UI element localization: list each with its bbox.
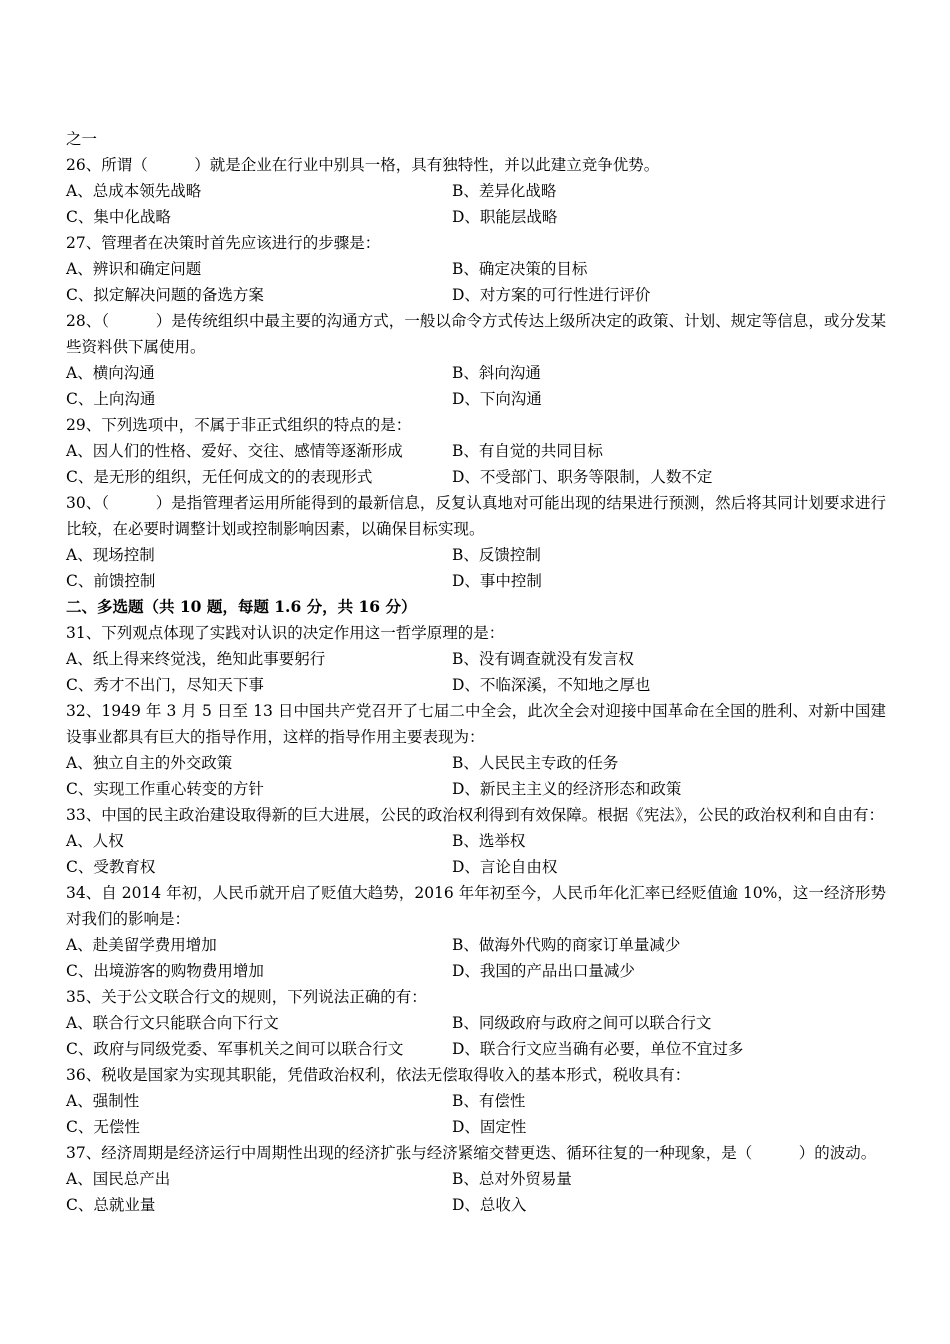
option-a: A、人权 [66,832,124,850]
option-d: D、对方案的可行性进行评价 [452,286,651,304]
question-29 [66,412,886,490]
option-c: C、拟定解决问题的备选方案 [66,286,264,304]
continuation-text: 之一 [66,130,98,148]
question-26 [66,152,886,230]
question-stem: 35、关于公文联合行文的规则，下列说法正确的有： [66,988,427,1006]
option-b: B、斜向沟通 [452,364,541,382]
question-28 [66,308,886,412]
question-33 [66,802,886,880]
option-c: C、上向沟通 [66,390,156,408]
option-b: B、人民民主专政的任务 [452,754,619,772]
question-31 [66,620,886,698]
option-b: B、同级政府与政府之间可以联合行文 [452,1014,712,1032]
option-a: A、独立自主的外交政策 [66,754,233,772]
option-a: A、横向沟通 [66,364,155,382]
question-30 [66,490,886,594]
option-c: C、总就业量 [66,1196,156,1214]
question-stem: 29、下列选项中，不属于非正式组织的特点的是： [66,416,412,434]
option-d: D、新民主主义的经济形态和政策 [452,780,682,798]
option-c: C、集中化战略 [66,208,171,226]
option-b: B、选举权 [452,832,526,850]
option-d: D、总收入 [452,1196,527,1214]
option-c: C、受教育权 [66,858,156,876]
option-d: D、固定性 [452,1118,527,1136]
question-34 [66,880,886,984]
option-a: A、强制性 [66,1092,140,1110]
question-stem: 28、（ ）是传统组织中最主要的沟通方式，一般以命令方式传达上级所决定的政策、计划、规定等信息，或分发某些资料供下属使用。 [66,312,886,356]
option-b: B、确定决策的目标 [452,260,588,278]
question-36 [66,1062,886,1140]
option-d: D、不临深溪，不知地之厚也 [452,676,651,694]
option-d: D、职能层战略 [452,208,558,226]
option-c: C、政府与同级党委、军事机关之间可以联合行文 [66,1040,404,1058]
question-stem: 37、经济周期是经济运行中周期性出现的经济扩张与经济紧缩交替更迭、循环往复的一种现象，是（ ）的波动。 [66,1144,877,1162]
option-d: D、下向沟通 [452,390,542,408]
option-c: C、实现工作重心转变的方针 [66,780,264,798]
option-a: A、赴美留学费用增加 [66,936,217,954]
option-d: D、言论自由权 [452,858,558,876]
option-d: D、联合行文应当确有必要，单位不宜过多 [452,1040,744,1058]
question-32 [66,698,886,802]
question-stem: 31、下列观点体现了实践对认识的决定作用这一哲学原理的是： [66,624,505,642]
option-d: D、我国的产品出口量减少 [452,962,635,980]
option-b: B、有自觉的共同目标 [452,442,603,460]
question-stem: 30、（ ）是指管理者运用所能得到的最新信息，反复认真地对可能出现的结果进行预测，然后将其同计划要求进行比较，在必要时调整计划或控制影响因素，以确保目标实现。 [66,494,886,538]
option-b: B、做海外代购的商家订单量减少 [452,936,681,954]
option-c: C、出境游客的购物费用增加 [66,962,264,980]
option-b: B、差异化战略 [452,182,557,200]
option-a: A、辨识和确定问题 [66,260,202,278]
section-title: 二、多选题（共 10 题，每题 1.6 分，共 16 分） [66,597,417,616]
question-stem: 34、自 2014 年初，人民币就开启了贬值大趋势，2016 年年初至今，人民币年化汇率已经贬值逾 10%，这一经济形势对我们的影响是： [66,884,886,928]
question-stem: 36、税收是国家为实现其职能，凭借政治权利，依法无偿取得收入的基本形式，税收具有： [66,1066,691,1084]
option-b: B、有偿性 [452,1092,526,1110]
option-d: D、事中控制 [452,572,542,590]
option-c: C、是无形的组织，无任何成文的的表现形式 [66,468,373,486]
question-stem: 32、1949 年 3 月 5 日至 13 日中国共产党召开了七届二中全会，此次全会对迎接中国革命在全国的胜利、对新中国建设事业都具有巨大的指导作用，这样的指导作用主要表现为： [66,702,886,746]
option-a: A、国民总产出 [66,1170,171,1188]
option-d: D、不受部门、职务等限制，人数不定 [452,468,713,486]
question-35 [66,984,886,1062]
question-stem: 27、管理者在决策时首先应该进行的步骤是： [66,234,381,252]
question-37 [66,1140,886,1218]
option-a: A、纸上得来终觉浅，绝知此事要躬行 [66,650,326,668]
option-b: B、反馈控制 [452,546,541,564]
option-a: A、现场控制 [66,546,155,564]
question-27 [66,230,886,308]
exam-page [66,126,886,1218]
option-a: A、总成本领先战略 [66,182,202,200]
option-a: A、因人们的性格、爱好、交往、感情等逐渐形成 [66,442,403,460]
option-c: C、无偿性 [66,1118,140,1136]
question-stem: 26、所谓（ ）就是企业在行业中别具一格，具有独特性，并以此建立竞争优势。 [66,156,660,174]
option-b: B、总对外贸易量 [452,1170,572,1188]
option-b: B、没有调查就没有发言权 [452,650,634,668]
question-stem: 33、中国的民主政治建设取得新的巨大进展，公民的政治权利得到有效保障。根据《宪法》，公民的政治权利和自由有： [66,806,884,824]
option-c: C、秀才不出门，尽知天下事 [66,676,264,694]
option-c: C、前馈控制 [66,572,156,590]
option-a: A、联合行文只能联合向下行文 [66,1014,279,1032]
